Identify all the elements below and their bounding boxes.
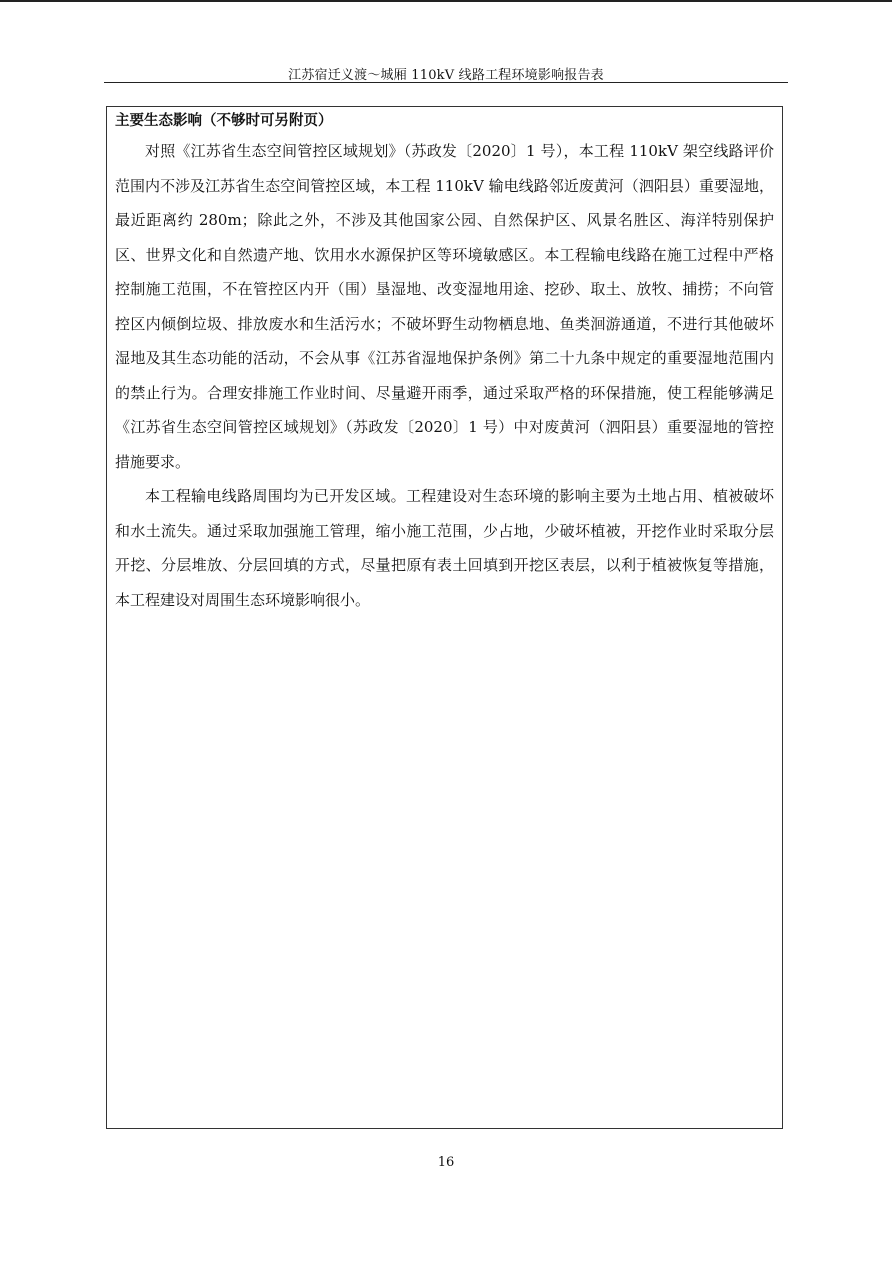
paragraph-2: 本工程输电线路周围均为已开发区域。工程建设对生态环境的影响主要为土地占用、植被破坏和水土流失。通过采取加强施工管理，缩小施工范围，少占地，少破坏植被，开挖作业时采取分层开挖、分层堆放、分层回填的方式，尽量把原有表土回填到开挖区表层，以利于植被恢复等措施，本工程建设对周围生态环境影响很小。	[115, 487, 774, 609]
paragraph-1: 对照《江苏省生态空间管控区域规划》（苏政发〔2020〕1 号），本工程 110kV 架空线路评价范围内不涉及江苏省生态空间管控区域，本工程 110kV 输电线路邻近废黄河（泗阳县）重要湿地，最近距离约 280m；除此之外，不涉及其他国家公园、自然保护区、风景名胜区、海洋特别保护区、世界文化和自然遗产地、饮用水水源保护区等环境敏感区。本工程输电线路在施工过程中严格控制施工范围，不在管控区内开（围）垦湿地、改变湿地用途、挖砂、取土、放牧、捕捞；不向管控区内倾倒垃圾、排放废水和生活污水；不破坏野生动物栖息地、鱼类洄游通道，不进行其他破坏湿地及其生态功能的活动，不会从事《江苏省湿地保护条例》第二十九条中规定的重要湿地范围内的禁止行为。合理安排施工作业时间、尽量避开雨季，通过采取严格的环保措施，使工程能够满足《江苏省生态空间管控区域规划》（苏政发〔2020〕1 号）中对废黄河（泗阳县）重要湿地的管控措施要求。	[115, 142, 774, 471]
section-heading: 主要生态影响（不够时可另附页）	[115, 113, 333, 129]
header-rule	[104, 82, 788, 83]
page-top-border	[0, 0, 892, 2]
running-header: 江苏宿迁义渡～城厢 110kV 线路工程环境影响报告表	[288, 68, 604, 83]
page-number: 16	[437, 1155, 455, 1170]
ecological-impact-box	[106, 106, 783, 1129]
